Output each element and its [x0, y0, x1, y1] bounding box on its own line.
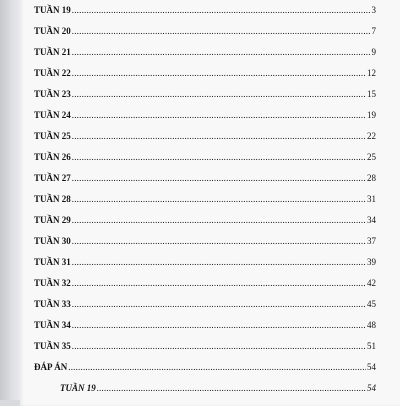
toc-entry-label: TUẦN 27 [34, 173, 71, 183]
toc-entry [34, 170, 376, 186]
toc-entry-page: 37 [367, 236, 376, 246]
toc-entry [34, 296, 376, 312]
toc-entry-page: 39 [367, 257, 376, 267]
toc-entry [34, 107, 376, 123]
toc-entry [34, 233, 376, 249]
toc-leader-dots [72, 233, 366, 249]
toc-leader-dots [72, 338, 366, 354]
toc-leader-dots [72, 296, 366, 312]
toc-entry-label: TUẦN 28 [34, 194, 71, 204]
toc-leader-dots [72, 170, 366, 186]
toc-entry [34, 65, 376, 81]
toc-entry-label: TUẦN 25 [34, 131, 71, 141]
toc-entry-page: 7 [371, 26, 376, 36]
toc-entry-label: TUẦN 19 [34, 5, 71, 15]
toc-entry-label: TUẦN 23 [34, 89, 71, 99]
toc-entry-label: ĐÁP ÁN [34, 362, 68, 372]
toc-leader-dots [72, 65, 366, 81]
toc-entry-page: 54 [367, 362, 376, 372]
toc-entry-page: 19 [367, 110, 376, 120]
toc-entry-page: 12 [367, 68, 376, 78]
toc-entry-page: 45 [367, 299, 376, 309]
toc-entry [34, 254, 376, 270]
toc-entry-label: TUẦN 21 [34, 47, 71, 57]
toc-entry-page: 28 [367, 173, 376, 183]
toc-leader-dots [72, 275, 366, 291]
toc-leader-dots [72, 149, 366, 165]
toc-entry-page: 42 [367, 278, 376, 288]
toc-entry-page: 22 [367, 131, 376, 141]
toc-leader-dots [72, 107, 366, 123]
document-page [20, 0, 400, 406]
toc-entry [34, 338, 376, 354]
toc-entry [34, 86, 376, 102]
toc-entry-page: 31 [367, 194, 376, 204]
toc-entry-label: TUẦN 31 [34, 257, 71, 267]
toc-leader-dots [68, 359, 366, 375]
toc-entry [34, 2, 376, 18]
toc-entry [34, 44, 376, 60]
toc-entry-label: TUẦN 34 [34, 320, 71, 330]
toc-entry-page: 25 [367, 152, 376, 162]
toc-entry-label: TUẦN 30 [34, 236, 71, 246]
toc-leader-dots [72, 2, 371, 18]
toc-entry-label: TUẦN 26 [34, 152, 71, 162]
toc-entry-page: 9 [371, 47, 376, 57]
toc-entry-page: 48 [367, 320, 376, 330]
toc-entry-page: 34 [367, 215, 376, 225]
toc-leader-dots [72, 44, 371, 60]
toc-entry-label: TUẦN 32 [34, 278, 71, 288]
toc-entry-label: TUẦN 24 [34, 110, 71, 120]
toc-sub-entry [60, 380, 376, 396]
toc-entry-label: TUẦN 20 [34, 26, 71, 36]
toc-entry [34, 275, 376, 291]
toc-entry [34, 191, 376, 207]
book-binding [0, 0, 20, 400]
toc-leader-dots [72, 86, 366, 102]
toc-leader-dots [72, 128, 366, 144]
toc-entry [34, 317, 376, 333]
toc-entry-label: TUẦN 35 [34, 341, 71, 351]
toc-entry [34, 149, 376, 165]
toc-entry-page: 15 [367, 89, 376, 99]
toc-entry-answers [34, 359, 376, 375]
toc-entry [34, 212, 376, 228]
toc-leader-dots [97, 380, 366, 396]
toc-leader-dots [72, 23, 371, 39]
toc-entry-page: 51 [367, 341, 376, 351]
toc-entry-page: 3 [371, 5, 376, 15]
toc-leader-dots [72, 191, 366, 207]
toc-entry [34, 23, 376, 39]
toc-entry [34, 128, 376, 144]
toc-sub-entry-label: TUẦN 19 [60, 383, 96, 393]
toc-entry-label: TUẦN 29 [34, 215, 71, 225]
toc-entry-label: TUẦN 22 [34, 68, 71, 78]
toc-leader-dots [72, 254, 366, 270]
toc-leader-dots [72, 212, 366, 228]
toc-sub-entry-page: 54 [367, 383, 376, 393]
toc-leader-dots [72, 317, 366, 333]
toc-entry-label: TUẦN 33 [34, 299, 71, 309]
